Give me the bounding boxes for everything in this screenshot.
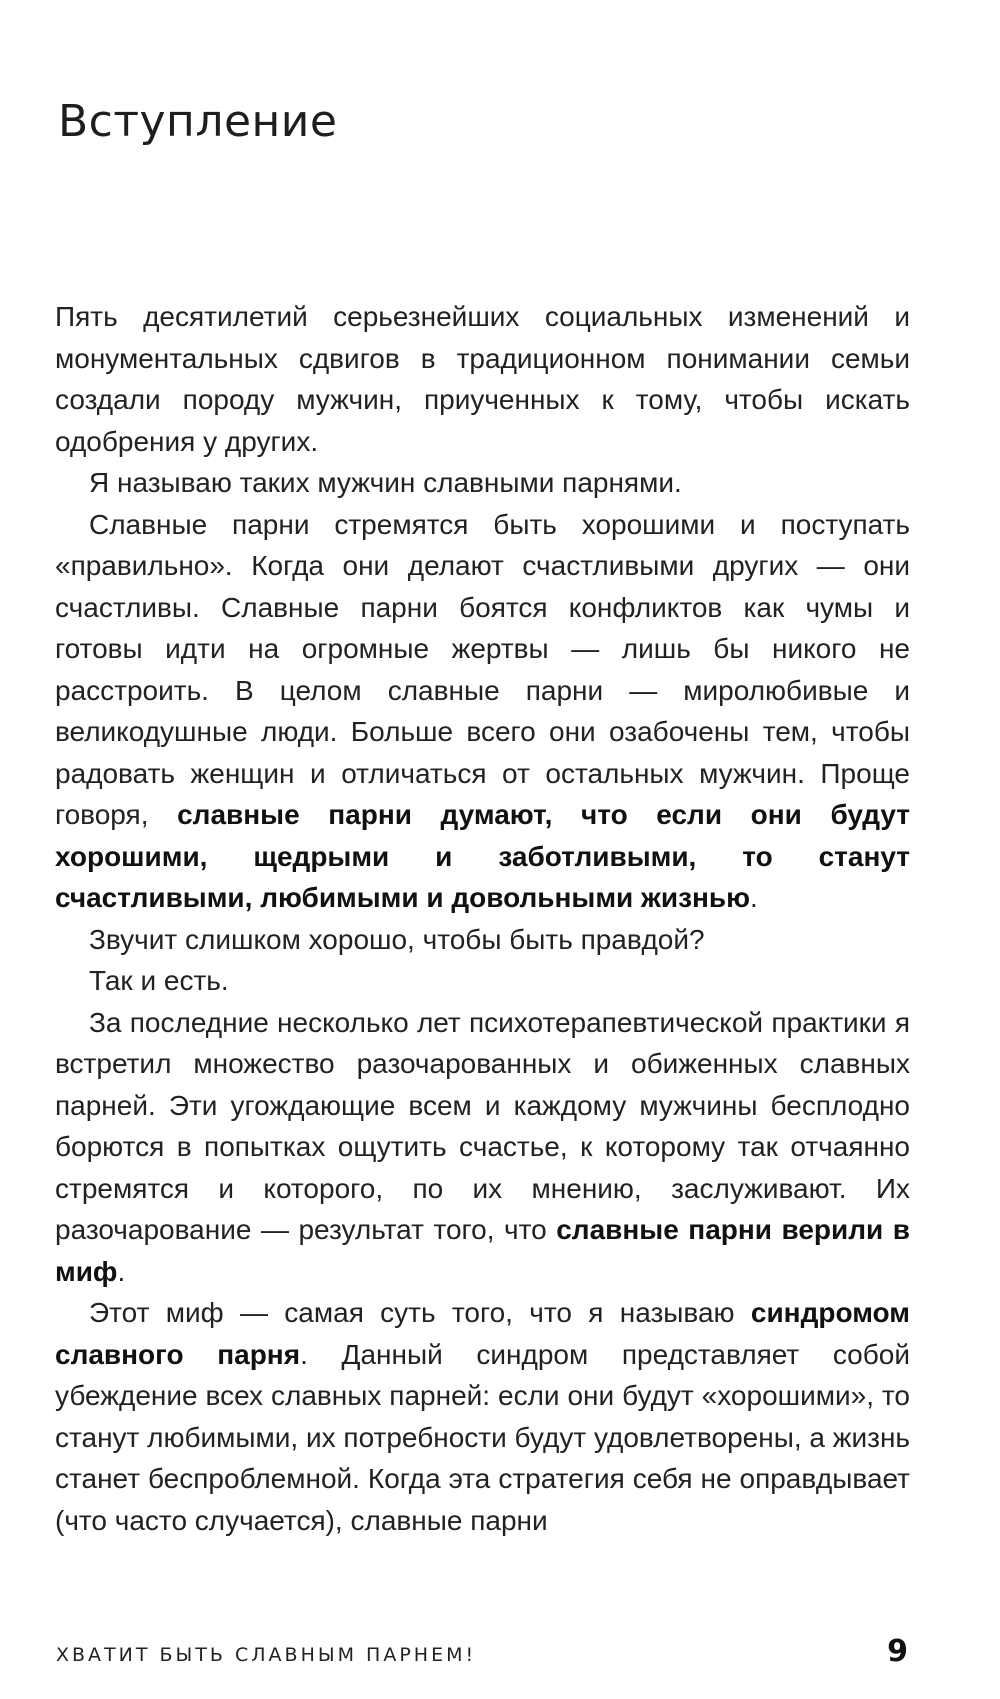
text-span: . Данный синдром представляет собой убеждение всех славных парней: если они будут «хорошими», то станут любимыми, их потребности будут удовлетворены, а жизнь станет беспроблемной. Когда эта стратегия себя не оправдывает (что часто случается), славные парни — [55, 1338, 910, 1536]
text-span: Так и есть. — [89, 965, 229, 996]
text-span: Пять десятилетий серьезнейших социальных изменений и монументальных сдвигов в традиционном понимании семьи создали породу мужчин, приученных к тому, чтобы искать одобрения у других. — [55, 301, 910, 457]
paragraph — [55, 1002, 910, 1293]
running-title: ХВАТИТ БЫТЬ СЛАВНЫМ ПАРНЕМ! — [56, 1644, 477, 1666]
text-span: . — [750, 882, 758, 913]
page-number: 9 — [887, 1634, 908, 1669]
body-text — [55, 296, 910, 1541]
text-span: Я называю таких мужчин славными парнями. — [89, 467, 682, 498]
bold-text-span: синдромом славного парня — [55, 1297, 910, 1370]
bold-text-span: славные парни верили в миф — [55, 1214, 910, 1287]
paragraph — [55, 296, 910, 462]
text-span: Этот миф — самая суть того, что я называю — [89, 1297, 751, 1328]
text-span: Славные парни стремятся быть хорошими и поступать «правильно». Когда они делают счастливыми других — они счастливы. Славные парни боятся конфликтов как чумы и готовы идти на огромные жертвы — лишь бы никого не расстроить. В целом славные парни — миролюбивые и великодушные люди. Больше всего они озабочены тем, чтобы радовать женщин и отличаться от остальных мужчин. Проще говоря, — [55, 508, 910, 830]
bold-text-span: славные парни думают, что если они будут хорошими, щедрыми и заботливыми, то станут счастливыми, любимыми и довольными жизнью — [55, 799, 911, 913]
paragraph — [55, 919, 910, 961]
text-span: Звучит слишком хорошо, чтобы быть правдой? — [89, 923, 705, 955]
chapter-title: Вступление — [58, 96, 338, 147]
paragraph — [55, 1292, 910, 1541]
text-span: . — [117, 1255, 126, 1287]
paragraph — [55, 504, 910, 919]
text-span: За последние несколько лет психотерапевтической практики я встретил множество разочарованных и обиженных славных парней. Эти угождающие всем и каждому мужчины бесплодно борются в попытках ощутить счастье, к которому так отчаянно стремятся и которого, по их мнению, заслуживают. Их разочарование — результат того, что — [55, 1006, 910, 1245]
paragraph — [55, 960, 910, 1002]
paragraph — [55, 462, 910, 504]
